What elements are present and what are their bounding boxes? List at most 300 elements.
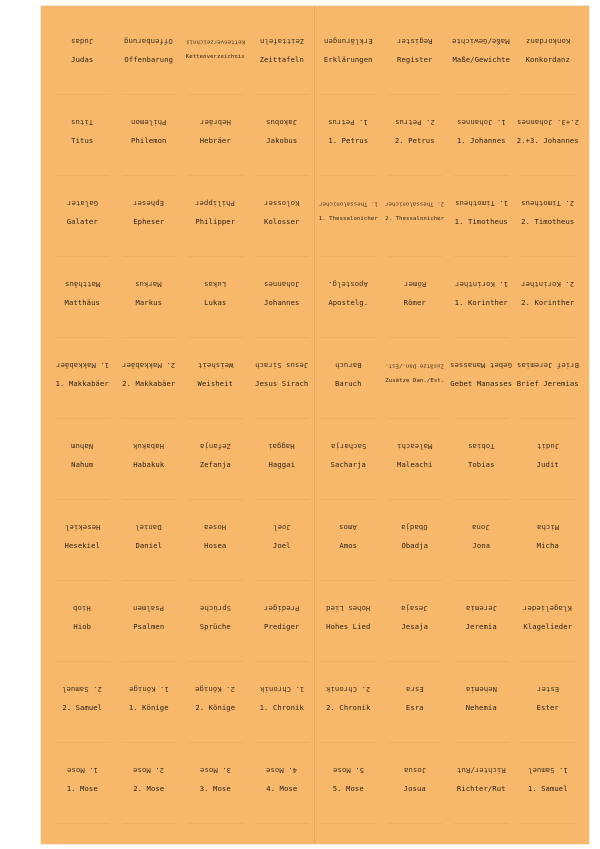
tab-label-upside-down: Joel [272,523,291,533]
cut-line [521,256,576,257]
tab-label-upside-down: Judas [71,37,94,47]
index-tab [515,672,582,753]
index-tab [448,267,515,348]
cut-line [255,499,310,500]
tab-label: Micha [536,541,559,551]
tab-label-upside-down: Prediger [264,604,300,614]
cut-line [454,337,509,338]
index-tab [515,267,582,348]
tab-label: Philemon [131,136,167,146]
tab-label-upside-down: Josua [403,766,426,776]
tab-label: Galater [66,217,98,227]
tab-label: Jona [472,541,491,551]
cut-line [55,580,110,581]
tab-label-upside-down: 5. Mose [332,766,364,776]
tab-label: 1. Petrus [328,136,369,146]
cut-line [55,418,110,419]
index-tab [315,348,382,429]
tab-label-upside-down: 2. Könige [195,685,236,695]
tab-label-upside-down: Klagelieder [523,604,573,614]
index-tab [249,105,316,186]
index-tab [249,753,316,834]
tab-label: Kettenverzeichnis [185,53,245,60]
tab-label: Haggai [268,460,296,470]
tab-label: 1. Johannes [456,136,506,146]
index-tab [116,186,183,267]
cut-line [521,94,576,95]
tab-label-upside-down: Jona [472,523,491,533]
tab-label: Joel [272,541,291,551]
index-tab [448,672,515,753]
cut-line [521,823,576,824]
tab-label-upside-down: 1. Korinther [454,280,508,290]
cut-line [188,742,243,743]
cut-line [388,418,443,419]
tab-label: 2. Thessalonicher [385,215,445,222]
tab-label-upside-down: Lukas [204,280,227,290]
tab-label-upside-down: 4. Mose [266,766,298,776]
tab-label: Matthäus [64,298,100,308]
tab-label-upside-down: Jesaja [401,604,429,614]
cut-line [388,175,443,176]
index-tab [315,753,382,834]
tab-label: 2. Könige [195,703,236,713]
tab-label-upside-down: Haggai [268,442,296,452]
cut-line [454,742,509,743]
index-tab [315,591,382,672]
cut-line [521,418,576,419]
tab-label-upside-down: Weisheit [197,361,233,371]
tab-label-upside-down: Hebräer [199,118,231,128]
index-tab [515,105,582,186]
cut-line [55,742,110,743]
tab-label: Zusätze Dan./Est. [385,377,445,384]
index-tab [182,510,249,591]
cut-line [321,418,376,419]
tab-label-upside-down: Kolosser [264,199,300,209]
tab-label: Amos [339,541,358,551]
tab-label: Jesaja [401,622,429,632]
tab-label: 1. Mose [66,784,98,794]
tab-label-upside-down: 3. Mose [199,766,231,776]
tab-label: Hebräer [199,136,231,146]
tab-label-upside-down: Hesekiel [64,523,100,533]
tab-label-upside-down: 1. Timotheus [454,199,508,209]
index-tab [116,591,183,672]
tab-label-upside-down: Maße/Gewichte [452,37,511,47]
index-tab [49,591,116,672]
tab-label: 1. Thessalonicher [318,215,378,222]
index-tab [448,591,515,672]
cut-line [521,742,576,743]
tab-label-upside-down: Obadja [401,523,429,533]
tab-label: 2. Petrus [394,136,435,146]
index-tab [315,186,382,267]
tab-label-upside-down: 1. Petrus [328,118,369,128]
index-tab [182,105,249,186]
tab-label: 2. Makkabäer [122,379,176,389]
tab-label-upside-down: Jesus Sirach [255,361,309,371]
tab-label-upside-down: Philemon [131,118,167,128]
index-tab [49,672,116,753]
tab-label: 2. Samuel [62,703,103,713]
cut-line [321,94,376,95]
cut-line [122,337,177,338]
cut-line [122,661,177,662]
index-tab [515,591,582,672]
tab-label-upside-down: Nahum [71,442,94,452]
tab-label: Jeremia [465,622,497,632]
index-tab [182,591,249,672]
tab-label: Prediger [264,622,300,632]
tab-label: Obadja [401,541,429,551]
index-tab [249,672,316,753]
tab-label-upside-down: 1. Johannes [456,118,506,128]
index-tab [382,672,449,753]
index-tab [249,591,316,672]
tab-label-upside-down: Esra [405,685,424,695]
index-tab [182,753,249,834]
index-tab [116,429,183,510]
tab-label-upside-down: 2. Samuel [62,685,103,695]
tab-label: Epheser [133,217,165,227]
tab-label-upside-down: Register [397,37,433,47]
tab-label: Tobias [467,460,495,470]
tab-label: Apostelg. [328,298,369,308]
index-tab [448,429,515,510]
tab-label: Lukas [204,298,227,308]
tab-label-upside-down: Maleachi [397,442,433,452]
index-tab [182,672,249,753]
index-tab [382,267,449,348]
tab-label: 1. Chronik [259,703,304,713]
index-tab [116,24,183,105]
tab-label: Judit [536,460,559,470]
tab-label: Offenbarung [124,55,174,65]
tab-label: Hiob [73,622,92,632]
cut-line [388,823,443,824]
index-tab [116,510,183,591]
index-tab [182,429,249,510]
cut-line [255,337,310,338]
tab-label-upside-down: Zusätze Dan./Est. [385,362,445,369]
cut-line [255,823,310,824]
tab-label: 1. Timotheus [454,217,508,227]
tab-label-upside-down: Baruch [334,361,362,371]
tab-label-upside-down: Judit [536,442,559,452]
cut-line [255,661,310,662]
index-tab [448,186,515,267]
tab-label: Gebet Manasses [450,379,513,389]
index-tab [448,105,515,186]
cut-line [321,337,376,338]
cut-line [122,499,177,500]
tab-label-upside-down: 1. Makkabäer [55,361,109,371]
cut-line [188,175,243,176]
tab-label-upside-down: Ester [536,685,559,695]
cut-line [188,661,243,662]
cut-line [454,823,509,824]
tab-label-upside-down: Philipper [195,199,236,209]
tab-label-upside-down: Jakobus [266,118,298,128]
tab-label: Markus [135,298,163,308]
tab-label-upside-down: 1. Mose [66,766,98,776]
tab-label: Römer [403,298,426,308]
index-tab [182,348,249,429]
cut-line [321,256,376,257]
tab-label: Judas [71,55,94,65]
tab-label-upside-down: 1. Thessalonicher [318,200,378,207]
tab-label-upside-down: Nehemia [465,685,497,695]
tab-label-upside-down: Brief Jeremias [516,361,579,371]
cut-line [188,580,243,581]
index-tab [382,510,449,591]
index-tab [116,348,183,429]
index-tab [515,186,582,267]
cut-line [454,499,509,500]
index-tab [249,267,316,348]
cut-line [122,742,177,743]
cut-line [388,742,443,743]
index-tab [49,510,116,591]
cut-line [388,256,443,257]
tab-label: Johannes [264,298,300,308]
cut-line [388,580,443,581]
cut-line [321,580,376,581]
tab-label: Maleachi [397,460,433,470]
index-tab [315,24,382,105]
tab-label-upside-down: Tobias [467,442,495,452]
cut-line [454,580,509,581]
cut-line [255,742,310,743]
index-tab [182,186,249,267]
index-tab-sheet [41,6,589,844]
index-tab [116,672,183,753]
tab-label: Klagelieder [523,622,573,632]
index-tab [515,510,582,591]
tab-label-upside-down: Hosea [204,523,227,533]
tab-label-upside-down: 2. Thessalonicher [385,200,445,207]
index-tab [315,267,382,348]
tab-label-upside-down: Hohes Lied [326,604,371,614]
index-tab [382,348,449,429]
cut-line [188,499,243,500]
index-tab [448,348,515,429]
cut-line [454,661,509,662]
tab-label-upside-down: Zefanja [199,442,231,452]
tab-label: Sprüche [199,622,231,632]
tab-label: Hohes Lied [326,622,371,632]
cut-line [122,175,177,176]
tab-label: 3. Mose [199,784,231,794]
index-tab [515,429,582,510]
index-tab [382,591,449,672]
cut-line [454,175,509,176]
index-tab [49,24,116,105]
tab-label-upside-down: Erklärungen [323,37,373,47]
cut-line [521,175,576,176]
index-tab [515,348,582,429]
tab-label: Hosea [204,541,227,551]
index-tab [448,24,515,105]
index-tab [382,186,449,267]
index-tab [116,267,183,348]
tab-label-upside-down: Johannes [264,280,300,290]
index-tab [249,348,316,429]
tab-label: Zefanja [199,460,231,470]
cut-line [255,94,310,95]
tab-label: Kolosser [264,217,300,227]
tab-label-upside-down: Epheser [133,199,165,209]
index-tab [49,429,116,510]
tab-label: Daniel [135,541,163,551]
index-tab [182,24,249,105]
tab-label: 1. Könige [128,703,169,713]
tab-label: 5. Mose [332,784,364,794]
index-tab [382,105,449,186]
tab-label-upside-down: Sacharja [330,442,366,452]
tab-label-upside-down: 2. Korinther [521,280,575,290]
tab-label: 1. Samuel [527,784,568,794]
cut-line [521,499,576,500]
tab-label: Jesus Sirach [255,379,309,389]
cut-line [388,499,443,500]
tab-label-upside-down: Habakuk [133,442,165,452]
tab-label: Titus [71,136,94,146]
tab-label-upside-down: Daniel [135,523,163,533]
index-tab [515,24,582,105]
cut-line [388,94,443,95]
tab-label-upside-down: Hiob [73,604,92,614]
tab-label: 2. Timotheus [521,217,575,227]
tab-label: 1. Makkabäer [55,379,109,389]
cut-line [388,661,443,662]
index-tab [448,753,515,834]
tab-label-upside-down: 2. Timotheus [521,199,575,209]
cut-line [454,94,509,95]
tab-label: Jakobus [266,136,298,146]
cut-line [55,661,110,662]
tab-label-upside-down: 2. Petrus [394,118,435,128]
tab-label-upside-down: 2. Chronik [326,685,371,695]
index-tab [249,186,316,267]
tab-label: 1. Korinther [454,298,508,308]
cut-line [321,499,376,500]
tab-label-upside-down: 1. Chronik [259,685,304,695]
tab-label-upside-down: Zeittafeln [259,37,304,47]
tab-label-upside-down: Kettenverzeichnis [185,38,245,45]
tab-label: Richter/Rut [456,784,506,794]
tab-label: Psalmen [133,622,165,632]
tab-label: Josua [403,784,426,794]
tab-label: Konkordanz [525,55,570,65]
cut-line [321,823,376,824]
tab-label: Hesekiel [64,541,100,551]
tab-label: Weisheit [197,379,233,389]
index-tab [49,105,116,186]
cut-line [122,823,177,824]
cut-line [255,256,310,257]
tab-label-upside-down: Titus [71,118,94,128]
cut-line [122,94,177,95]
tab-label: 2. Chronik [326,703,371,713]
cut-line [321,661,376,662]
tab-label-upside-down: 1. Samuel [527,766,568,776]
cut-line [188,418,243,419]
tab-label: Maße/Gewichte [452,55,511,65]
tab-label-upside-down: Matthäus [64,280,100,290]
tab-label-upside-down: 2.+3. Johannes [516,118,579,128]
tab-label-upside-down: Konkordanz [525,37,570,47]
tab-label-upside-down: Micha [536,523,559,533]
index-tab [49,186,116,267]
tab-label-upside-down: Sprüche [199,604,231,614]
index-tab [249,429,316,510]
tab-label-upside-down: 2. Makkabäer [122,361,176,371]
cut-line [255,175,310,176]
tab-label: Zeittafeln [259,55,304,65]
index-tab [116,753,183,834]
cut-line [188,823,243,824]
index-tab [49,267,116,348]
index-tab [515,753,582,834]
tab-label: Register [397,55,433,65]
cut-line [122,418,177,419]
index-tab [249,510,316,591]
index-tab [116,105,183,186]
cut-line [188,94,243,95]
tab-label: Habakuk [133,460,165,470]
index-tab [315,510,382,591]
tab-label: Nahum [71,460,94,470]
tab-label: Erklärungen [323,55,373,65]
tab-label-upside-down: 2. Mose [133,766,165,776]
cut-line [122,256,177,257]
cut-line [521,337,576,338]
cut-line [321,742,376,743]
tab-label-upside-down: Offenbarung [124,37,174,47]
index-tab [315,429,382,510]
index-tab [182,267,249,348]
tab-label-upside-down: Jeremia [465,604,497,614]
tab-label: Brief Jeremias [516,379,579,389]
tab-label: 2. Mose [133,784,165,794]
cut-line [521,580,576,581]
tab-label: 4. Mose [266,784,298,794]
tab-label: 2. Korinther [521,298,575,308]
cut-line [188,337,243,338]
tab-label: Nehemia [465,703,497,713]
tab-label: Ester [536,703,559,713]
index-tab [382,429,449,510]
index-tab [249,24,316,105]
tab-label: 2.+3. Johannes [516,136,579,146]
cut-line [454,418,509,419]
cut-line [255,580,310,581]
tab-label-upside-down: Galater [66,199,98,209]
cut-line [55,175,110,176]
index-tab [382,24,449,105]
index-tab [315,105,382,186]
index-tab [49,753,116,834]
tab-label-upside-down: Römer [403,280,426,290]
index-tab [448,510,515,591]
tab-label-upside-down: Apostelg. [328,280,369,290]
index-tab [382,753,449,834]
tab-label-upside-down: Psalmen [133,604,165,614]
tab-label-upside-down: Amos [339,523,358,533]
cut-line [388,337,443,338]
